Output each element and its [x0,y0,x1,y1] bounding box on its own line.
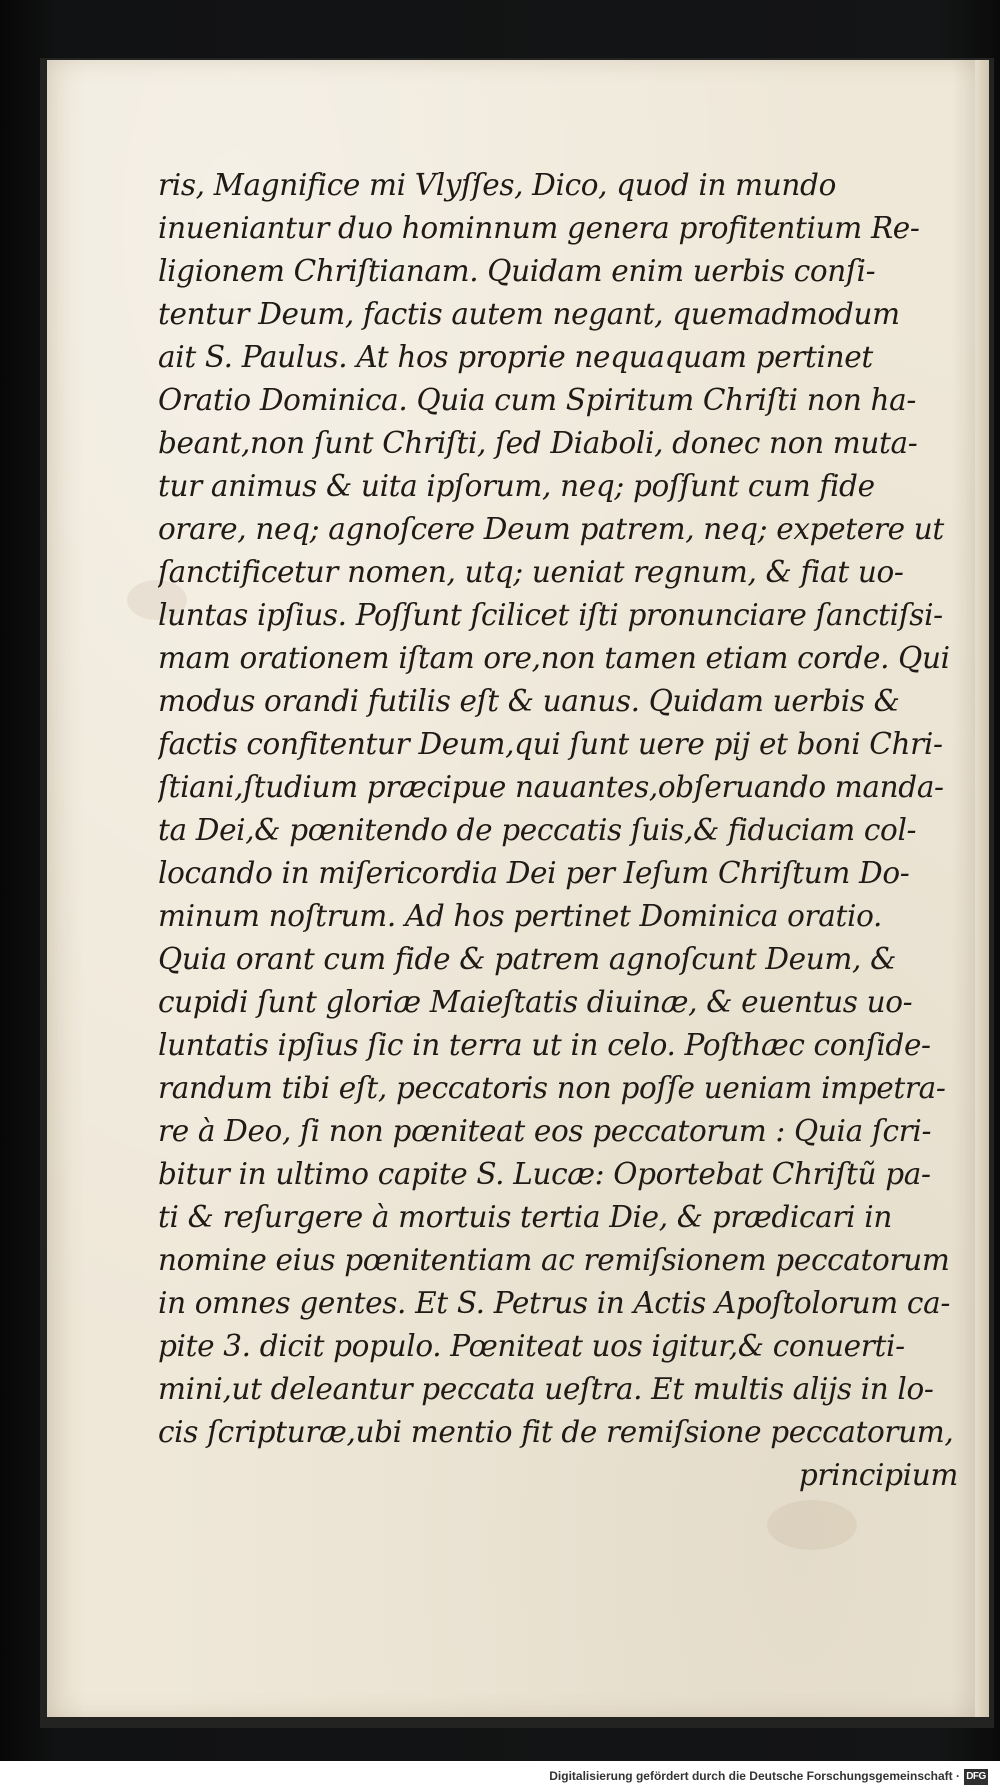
text-line: beant,non ſunt Chriſti, ſed Diaboli, donec non muta‐ [158,426,918,460]
digitization-credit: Digitalisierung gefördert durch die Deutsche Forschungsgemeinschaft · [549,1769,960,1783]
text-line: cupidi ſunt gloriæ Maieſtatis diuinæ, & euentus uo‐ [158,985,913,1019]
paper-stain [767,1500,857,1550]
text-line: locando in miſericordia Dei per Ieſum Chriſtum Do‐ [158,856,910,890]
text-line: pite 3. dicit populo. Pœniteat uos igitur,& conuerti‐ [158,1329,905,1363]
text-line: re à Deo, ſi non pœniteat eos peccatorum : Quia ſcri‐ [158,1114,932,1148]
text-line: ti & reſurgere à mortuis tertia Die, & prædicari in [158,1200,893,1234]
text-line: randum tibi eſt, peccatoris non poſſe ueniam impetra‐ [158,1071,946,1105]
text-line: luntatis ipſius ſic in terra ut in celo. Poſthæc conſide‐ [158,1028,931,1062]
text-line: tur animus & uita ipſorum, neq; poſſunt cum fide [158,469,875,503]
text-line: ta Dei,& pœnitendo de peccatis ſuis,& fiduciam col‐ [158,813,917,847]
text-line: orare, neq; agnoſcere Deum patrem, neq; expetere ut [158,512,944,546]
text-line: bitur in ultimo capite S. Lucæ: Oportebat Chriſtũ pa‐ [158,1157,931,1191]
text-line: ris, Magnifice mi Vlyſſes, Dico, quod in mundo [158,168,836,202]
text-line: Quia orant cum fide & patrem agnoſcunt Deum, & [158,942,896,976]
text-line: mam orationem iſtam ore,non tamen etiam corde. Qui [158,641,950,675]
text-line: cis ſcripturæ,ubi mentio fit de remiſsione peccatorum, [158,1415,954,1449]
text-line: factis confitentur Deum,qui ſunt uere pij et boni Chri‐ [158,727,943,761]
text-line: nomine eius pœnitentiam ac remiſsionem peccatorum [158,1243,950,1277]
text-line: tentur Deum, factis autem negant, quemadmodum [158,297,900,331]
text-line: ſanctificetur nomen, utq; ueniat regnum, & fiat uo‐ [158,555,904,589]
text-line: modus orandi futilis eſt & uanus. Quidam uerbis & [158,684,900,718]
text-line: ligionem Chriſtianam. Quidam enim uerbis conſi‐ [158,254,876,288]
catchword: principium [798,1458,958,1492]
text-line: minum noſtrum. Ad hos pertinet Dominica oratio. [158,899,883,933]
body-text [158,164,958,1497]
text-line: in omnes gentes. Et S. Petrus in Actis Apoſtolorum ca‐ [158,1286,950,1320]
text-line: mini,ut deleantur peccata ueſtra. Et multis alijs in lo‐ [158,1372,934,1406]
text-line: inueniantur duo hominnum genera profitentium Re‐ [158,211,920,245]
footer-bar [0,1761,1000,1791]
text-line: ſtiani,ſtudium præcipue nauantes,obſeruando manda‐ [158,770,944,804]
dfg-logo: DFG [964,1769,988,1785]
text-line: ait S. Paulus. At hos proprie nequaquam pertinet [158,340,873,374]
page-edge [975,60,989,1717]
text-line: Oratio Dominica. Quia cum Spiritum Chriſti non ha‐ [158,383,917,417]
text-line: luntas ipſius. Poſſunt ſcilicet iſti pronunciare ſanctiſsi‐ [158,598,943,632]
